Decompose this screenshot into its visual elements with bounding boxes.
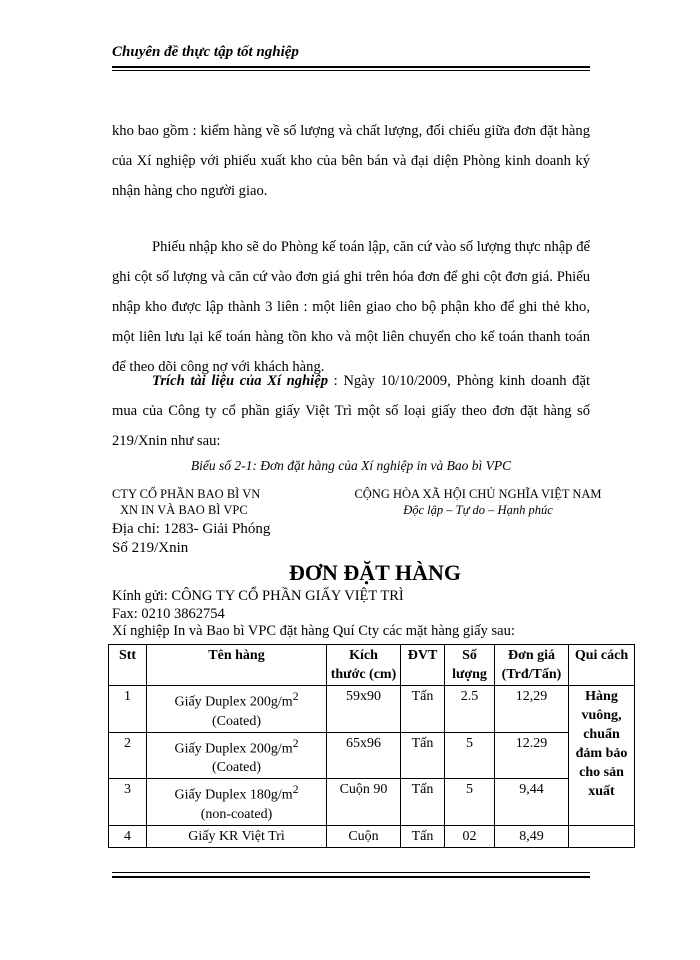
recipient: Kính gửi: CÔNG TY CỔ PHẦN GIẤY VIỆT TRÌ	[112, 588, 404, 604]
cell-unit: Tấn	[401, 732, 445, 779]
paragraph-2: Phiếu nhập kho sẽ do Phòng kế toán lập, căn cứ vào số lượng thực nhập để ghi cột số lượng và căn cứ vào đơn giá ghi trên hóa đơn để ghi cột đơn giá. Phiếu nhập kho được lập thành 3 liên : một liên giao cho bộ phận kho để ghi thẻ kho, một liên lưu lại kế toán hàng tồn kho và một liên chuyển cho kế toán thanh toán để theo dõi công nợ với khách hàng.	[112, 239, 590, 375]
table-header-row	[109, 645, 635, 686]
cell-size: 65x96	[327, 732, 401, 779]
paragraph-1: kho bao gồm : kiểm hàng về số lượng và chất lượng, đối chiếu giữa đơn đặt hàng của Xí nghiệp với phiếu xuất kho của bên bán và đại diện Phòng kinh doanh ký nhận hàng cho người giao.	[112, 123, 590, 199]
company-name: CTY CỔ PHẦN BAO BÌ VN	[112, 487, 261, 501]
cell-name: Giấy Duplex $180g/m^2$ (non-coated)	[147, 779, 327, 826]
table-row	[109, 825, 635, 847]
cell-qty: 2.5	[445, 686, 495, 733]
footer-rule	[112, 876, 590, 878]
cell-size: Cuộn	[327, 825, 401, 847]
order-number: Số 219/Xnin	[112, 540, 189, 556]
order-intro: Xí nghiệp In và Bao bì VPC đặt hàng Quí Cty các mặt hàng giấy sau:	[112, 623, 515, 639]
cell-unit: Tấn	[401, 779, 445, 826]
cell-size: Cuộn 90	[327, 779, 401, 826]
cell-size: 59x90	[327, 686, 401, 733]
national-motto	[330, 486, 626, 518]
address-block	[112, 520, 270, 558]
order-meta	[112, 588, 515, 641]
address: Địa chỉ: 1283- Giải Phóng	[112, 521, 271, 537]
cell-price: 8,49	[495, 825, 569, 847]
running-header: Chuyên đề thực tập tốt nghiệp	[112, 44, 299, 60]
cell-qty: 5	[445, 779, 495, 826]
col-header-name: Tên hàng	[147, 645, 327, 686]
cell-spec-empty	[569, 825, 635, 847]
cell-price: 9,44	[495, 779, 569, 826]
paragraph-3-lead: Trích tài liệu của Xí nghiệp	[152, 373, 329, 389]
col-header-unit: ĐVT	[401, 645, 445, 686]
cell-qty: 02	[445, 825, 495, 847]
cell-stt: 3	[109, 779, 147, 826]
col-header-price: Đơn giá (Trđ/Tấn)	[495, 645, 569, 686]
footer-rule-thin	[112, 872, 590, 873]
col-header-qty: Số lượng	[445, 645, 495, 686]
company-block	[112, 486, 260, 518]
cell-name: Giấy Duplex $200g/m^2$ (Coated)	[147, 686, 327, 733]
header-rule	[112, 66, 590, 68]
header-rule-thin	[112, 70, 590, 71]
cell-name: Giấy Duplex $200g/m^2$ (Coated)	[147, 732, 327, 779]
cell-qty: 5	[445, 732, 495, 779]
cell-unit: Tấn	[401, 686, 445, 733]
nation-motto: Độc lập – Tự do – Hạnh phúc	[403, 503, 553, 517]
cell-stt: 4	[109, 825, 147, 847]
table-row	[109, 732, 635, 779]
col-header-spec: Qui cách	[569, 645, 635, 686]
fax: Fax: 0210 3862754	[112, 605, 225, 622]
nation-title: CỘNG HÒA XÃ HỘI CHỦ NGHĨA VIỆT NAM	[354, 487, 602, 501]
order-table	[108, 644, 635, 848]
paragraph-3-text: : Ngày 10/10/2009, Phòng kinh doanh đặt mua của Công ty cổ phần giấy Việt Trì một số loại giấy theo đơn đặt hàng số 219/Xnin như sau:	[112, 373, 590, 449]
cell-unit: Tấn	[401, 825, 445, 847]
col-header-size: Kích thước (cm)	[327, 645, 401, 686]
table-row	[109, 686, 635, 733]
table-row	[109, 779, 635, 826]
cell-stt: 1	[109, 686, 147, 733]
col-header-stt: Stt	[109, 645, 147, 686]
paragraph-3	[112, 366, 590, 456]
figure-caption: Biểu số 2-1: Đơn đặt hàng của Xí nghiệp in và Bao bì VPC	[190, 458, 512, 473]
order-title: ĐƠN ĐẶT HÀNG	[289, 560, 461, 585]
cell-stt: 2	[109, 732, 147, 779]
cell-spec: Hàng vuông, chuẩn đảm bảo cho sản xuất	[569, 686, 635, 826]
cell-name: Giấy KR Việt Trì	[147, 825, 327, 847]
company-unit: XN IN VÀ BAO BÌ VPC	[120, 503, 248, 517]
cell-price: 12,29	[495, 686, 569, 733]
cell-price: 12.29	[495, 732, 569, 779]
